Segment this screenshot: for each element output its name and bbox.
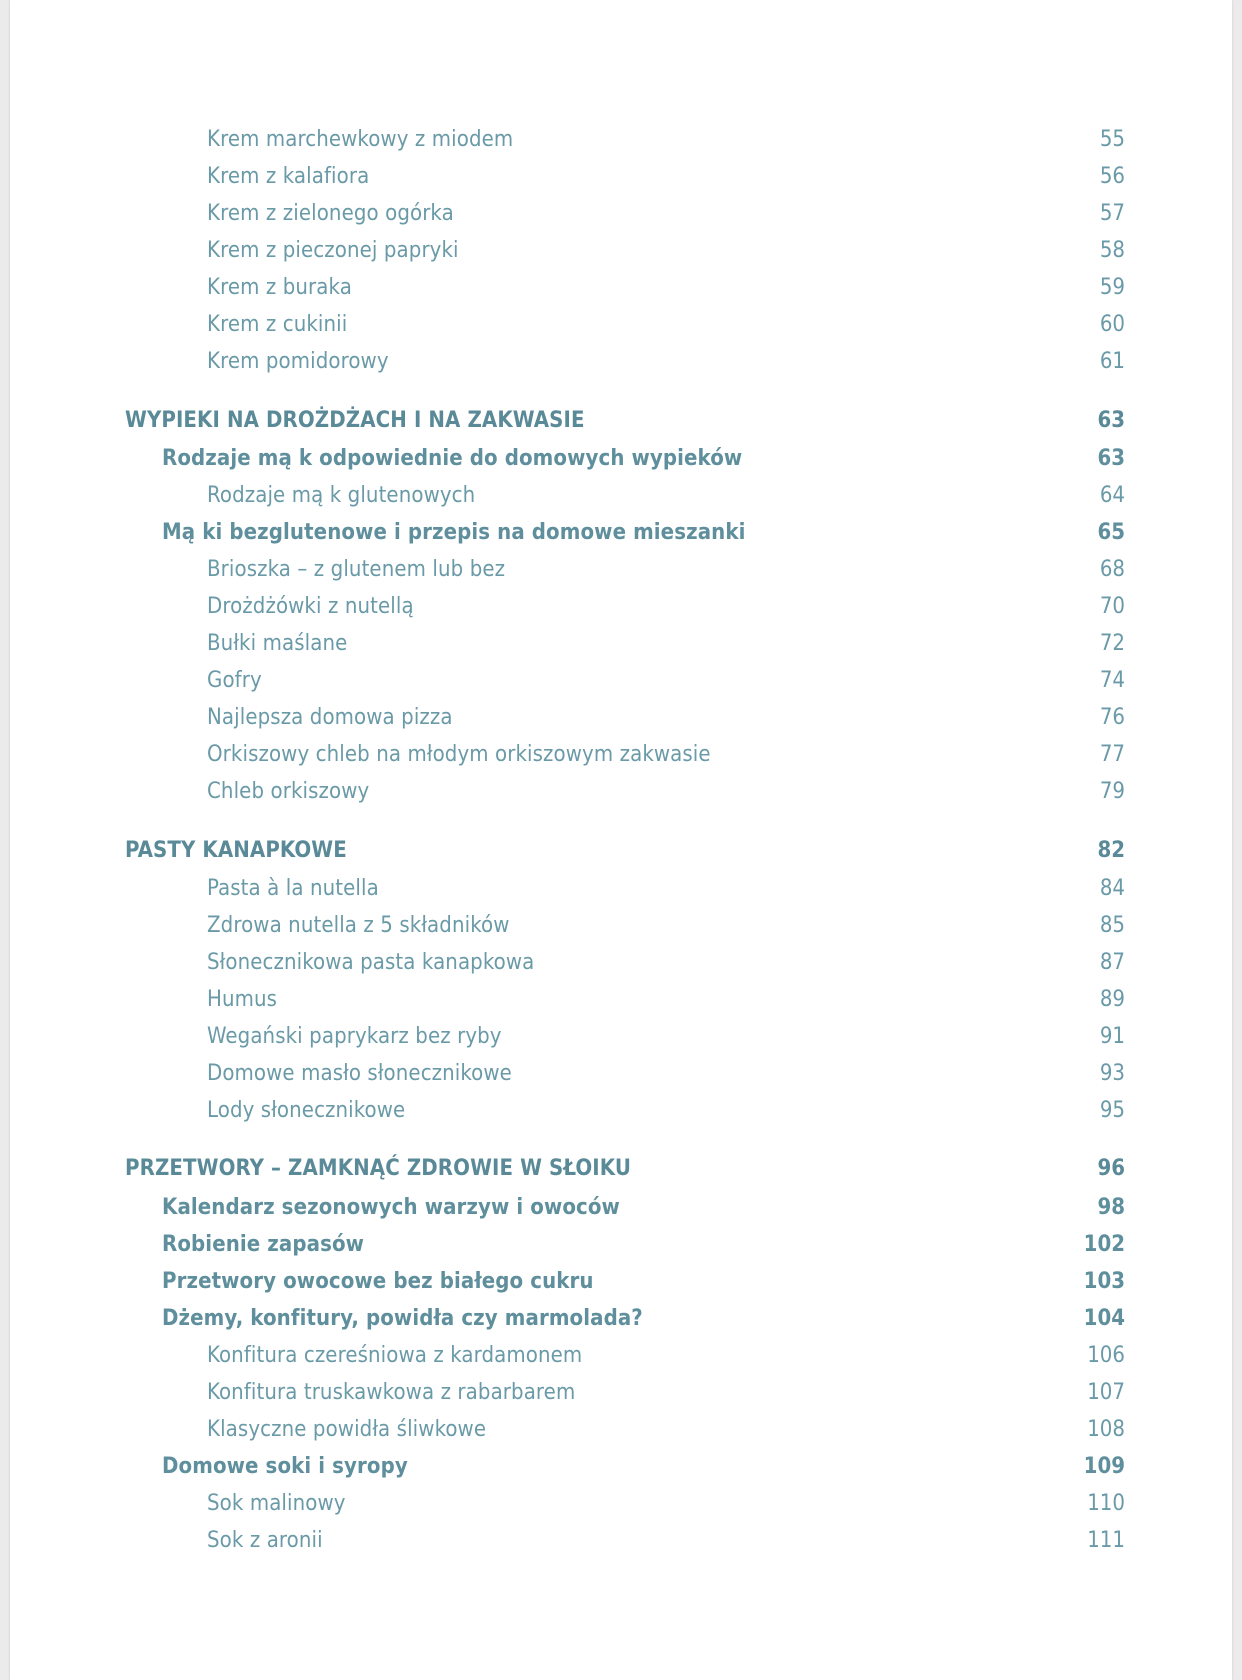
toc-entry[interactable] (10, 871, 1232, 905)
toc-entry-page-number: 74 (1099, 667, 1125, 693)
toc-entry[interactable] (10, 515, 1232, 549)
toc-entry-page-number: 110 (1087, 1490, 1125, 1516)
toc-entry-title: Konfitura truskawkowa z rabarbarem (207, 1379, 576, 1405)
toc-entry-page-number: 57 (1099, 200, 1125, 226)
toc-entry-page-number: 89 (1099, 986, 1125, 1012)
toc-entry[interactable] (10, 663, 1232, 697)
toc-entry[interactable] (10, 1338, 1232, 1372)
toc-entry-title: Wegański paprykarz bez ryby (207, 1023, 502, 1049)
toc-entry[interactable] (10, 344, 1232, 378)
toc-entry-page-number: 93 (1099, 1060, 1125, 1086)
toc-entry[interactable] (10, 478, 1232, 512)
toc-entry[interactable] (10, 1486, 1232, 1520)
toc-entry[interactable] (10, 1449, 1232, 1483)
toc-entry-title: Krem z buraka (207, 274, 352, 300)
toc-entry-page-number: 63 (1097, 445, 1125, 471)
toc-entry-page-number: 103 (1083, 1268, 1125, 1294)
toc-entry-page-number: 55 (1099, 126, 1125, 152)
toc-entry-page-number: 59 (1099, 274, 1125, 300)
toc-entry-page-number: 82 (1097, 837, 1125, 863)
toc-entry[interactable] (10, 626, 1232, 660)
document-page (10, 0, 1232, 1680)
toc-entry-title: Dżemy, konfitury, powidła czy marmolada? (162, 1305, 643, 1331)
toc-entry-page-number: 56 (1099, 163, 1125, 189)
toc-entry[interactable] (10, 1375, 1232, 1409)
toc-entry[interactable] (10, 1523, 1232, 1557)
toc-entry-title: WYPIEKI NA DROŻDŻACH I NA ZAKWASIE (125, 407, 585, 433)
toc-entry-title: Krem marchewkowy z miodem (207, 126, 514, 152)
toc-entry[interactable] (10, 1190, 1232, 1224)
toc-entry-title: Przetwory owocowe bez białego cukru (162, 1268, 594, 1294)
toc-entry[interactable] (10, 1019, 1232, 1053)
toc-entry-title: Krem z cukinii (207, 311, 348, 337)
toc-entry[interactable] (10, 774, 1232, 808)
toc-entry-title: Orkiszowy chleb na młodym orkiszowym zakwasie (207, 741, 711, 767)
toc-entry-title: Lody słonecznikowe (207, 1097, 406, 1123)
toc-entry[interactable] (10, 700, 1232, 734)
toc-entry-title: Klasyczne powidła śliwkowe (207, 1416, 487, 1442)
toc-entry-title: Brioszka – z glutenem lub bez (207, 556, 506, 582)
toc-entry[interactable] (10, 196, 1232, 230)
toc-entry-page-number: 63 (1097, 407, 1125, 433)
toc-entry[interactable] (10, 1412, 1232, 1446)
toc-entry-page-number: 70 (1099, 593, 1125, 619)
toc-entry-title: PASTY KANAPKOWE (125, 837, 347, 863)
toc-entry-page-number: 85 (1099, 912, 1125, 938)
toc-entry[interactable] (10, 982, 1232, 1016)
toc-entry-page-number: 107 (1087, 1379, 1125, 1405)
toc-entry-title: Rodzaje mą k odpowiednie do domowych wypieków (162, 445, 743, 471)
toc-entry-title: Konfitura czereśniowa z kardamonem (207, 1342, 583, 1368)
toc-entry-page-number: 72 (1099, 630, 1125, 656)
toc-entry-title: Humus (207, 986, 278, 1012)
toc-entry-title: Gofry (207, 667, 262, 693)
toc-entry[interactable] (10, 441, 1232, 475)
toc-entry-title: Zdrowa nutella z 5 składników (207, 912, 510, 938)
toc-entry-title: Kalendarz sezonowych warzyw i owoców (162, 1194, 620, 1220)
toc-entry[interactable] (10, 908, 1232, 942)
toc-entry[interactable] (10, 233, 1232, 267)
toc-entry-title: PRZETWORY – ZAMKNĄĆ ZDROWIE W SŁOIKU (125, 1155, 631, 1181)
toc-entry[interactable] (10, 1093, 1232, 1127)
toc-entry-page-number: 65 (1097, 519, 1125, 545)
toc-entry-title: Mą ki bezglutenowe i przepis na domowe mieszanki (162, 519, 746, 545)
toc-entry-page-number: 109 (1083, 1453, 1125, 1479)
toc-entry[interactable] (10, 270, 1232, 304)
toc-entry-title: Najlepsza domowa pizza (207, 704, 453, 730)
toc-entry-page-number: 95 (1099, 1097, 1125, 1123)
toc-entry-title: Słonecznikowa pasta kanapkowa (207, 949, 535, 975)
toc-entry-title: Domowe masło słonecznikowe (207, 1060, 512, 1086)
toc-entry-title: Sok z aronii (207, 1527, 323, 1553)
toc-entry-page-number: 104 (1083, 1305, 1125, 1331)
toc-entry[interactable] (10, 945, 1232, 979)
toc-entry-title: Robienie zapasów (162, 1231, 365, 1257)
toc-entry-title: Krem z kalafiora (207, 163, 370, 189)
toc-entry-title: Chleb orkiszowy (207, 778, 370, 804)
toc-entry[interactable] (10, 1151, 1232, 1185)
toc-entry[interactable] (10, 589, 1232, 623)
toc-entry-title: Domowe soki i syropy (162, 1453, 408, 1479)
toc-entry[interactable] (10, 1227, 1232, 1261)
toc-entry-page-number: 102 (1083, 1231, 1125, 1257)
toc-entry[interactable] (10, 552, 1232, 586)
toc-entry-title: Drożdżówki z nutellą (207, 593, 414, 619)
toc-entry[interactable] (10, 1264, 1232, 1298)
toc-entry-page-number: 106 (1087, 1342, 1125, 1368)
toc-entry-title: Rodzaje mą k glutenowych (207, 482, 476, 508)
toc-entry-page-number: 96 (1097, 1155, 1125, 1181)
toc-entry[interactable] (10, 122, 1232, 156)
toc-entry[interactable] (10, 1301, 1232, 1335)
toc-entry-page-number: 91 (1099, 1023, 1125, 1049)
toc-entry[interactable] (10, 1056, 1232, 1090)
toc-entry[interactable] (10, 307, 1232, 341)
toc-entry-page-number: 76 (1099, 704, 1125, 730)
toc-entry[interactable] (10, 159, 1232, 193)
toc-entry-page-number: 77 (1099, 741, 1125, 767)
toc-entry-page-number: 61 (1099, 348, 1125, 374)
toc-entry[interactable] (10, 833, 1232, 867)
toc-entry-title: Sok malinowy (207, 1490, 346, 1516)
toc-entry-title: Krem pomidorowy (207, 348, 389, 374)
toc-entry-page-number: 108 (1087, 1416, 1125, 1442)
toc-entry-page-number: 111 (1087, 1527, 1125, 1553)
toc-entry-page-number: 84 (1099, 875, 1125, 901)
toc-entry-page-number: 58 (1099, 237, 1125, 263)
toc-entry[interactable] (10, 737, 1232, 771)
toc-entry-page-number: 68 (1099, 556, 1125, 582)
toc-entry-page-number: 98 (1097, 1194, 1125, 1220)
toc-entry-title: Bułki maślane (207, 630, 348, 656)
toc-entry[interactable] (10, 403, 1232, 437)
toc-entry-title: Krem z pieczonej papryki (207, 237, 459, 263)
toc-entry-title: Pasta à la nutella (207, 875, 379, 901)
toc-entry-page-number: 60 (1099, 311, 1125, 337)
toc-entry-page-number: 64 (1099, 482, 1125, 508)
toc-entry-page-number: 87 (1099, 949, 1125, 975)
toc-entry-title: Krem z zielonego ogórka (207, 200, 454, 226)
toc-entry-page-number: 79 (1099, 778, 1125, 804)
